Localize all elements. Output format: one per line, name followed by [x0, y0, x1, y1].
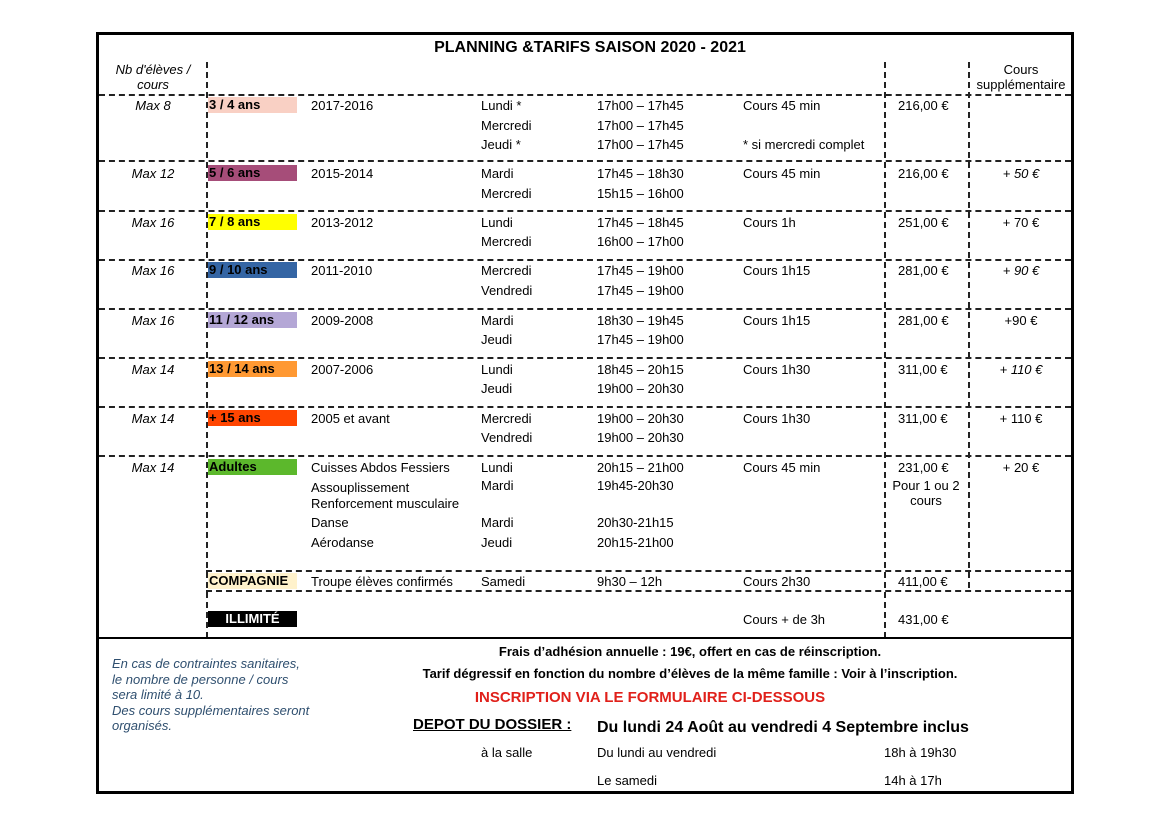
course-day: Lundi * — [481, 98, 522, 113]
max-students: Max 12 — [131, 166, 175, 181]
age-group-label: + 15 ans — [208, 410, 297, 426]
extra-price: + 50 € — [1002, 166, 1040, 181]
course-time: 19h45-20h30 — [597, 478, 674, 493]
course-name: Danse — [311, 515, 349, 530]
course-day: Jeudi — [481, 381, 513, 396]
course-day: Samedi — [481, 574, 526, 589]
compagnie-label: COMPAGNIE — [208, 573, 297, 589]
row-separator — [99, 210, 1071, 212]
course-duration: Cours + de 3h — [743, 612, 826, 627]
row-separator — [99, 160, 1071, 162]
price: 311,00 € — [898, 362, 948, 377]
max-students: Max 16 — [131, 263, 175, 278]
course-day: Vendredi — [481, 430, 533, 445]
depot-dates: Du lundi 24 Août au vendredi 4 Septembre inclus — [597, 719, 969, 736]
extra-price: + 90 € — [1002, 263, 1040, 278]
course-duration: Cours 45 min — [743, 98, 821, 113]
course-day: Mercredi — [481, 263, 532, 278]
col-divider-1 — [206, 62, 208, 638]
price: 281,00 € — [898, 263, 949, 278]
table-bottom-line — [99, 637, 1071, 639]
course-note: * si mercredi complet — [743, 137, 865, 152]
age-group-label: 11 / 12 ans — [208, 312, 297, 328]
course-time: 17h00 – 17h45 — [597, 137, 684, 152]
sanitary-note: organisés. — [112, 718, 172, 733]
course-time: 17h00 – 17h45 — [597, 98, 684, 113]
price: 251,00 € — [898, 215, 949, 230]
course-day: Jeudi * — [481, 137, 521, 152]
course-name: Aérodanse — [311, 535, 374, 550]
birth-years: 2005 et avant — [311, 411, 390, 426]
row-separator — [99, 259, 1071, 261]
course-duration: Cours 1h15 — [743, 313, 811, 328]
birth-years: 2013-2012 — [311, 215, 374, 230]
days-text: Le samedi — [597, 773, 657, 788]
price: 431,00 € — [898, 612, 949, 627]
header-nb-line2: cours — [137, 77, 169, 92]
course-day: Jeudi — [481, 332, 513, 347]
course-time: 17h45 – 18h45 — [597, 215, 684, 230]
illimite-label: ILLIMITÉ — [208, 611, 297, 627]
age-group-label: 5 / 6 ans — [208, 165, 297, 181]
sanitary-note: le nombre de personne / cours — [112, 672, 289, 687]
header-extra-line1: Cours — [1003, 62, 1039, 77]
course-day: Jeudi — [481, 535, 513, 550]
course-name: Troupe élèves confirmés — [311, 574, 453, 589]
course-name: Cuisses Abdos Fessiers — [311, 460, 450, 475]
course-day: Mercredi — [481, 411, 532, 426]
course-time: 19h00 – 20h30 — [597, 381, 684, 396]
course-day: Mercredi — [481, 186, 532, 201]
course-duration: Cours 1h30 — [743, 411, 811, 426]
course-day: Mardi — [481, 166, 514, 181]
course-time: 20h30-21h15 — [597, 515, 674, 530]
course-day: Mercredi — [481, 118, 532, 133]
course-time: 9h30 – 12h — [597, 574, 663, 589]
hours-text: 18h à 19h30 — [884, 745, 957, 760]
birth-years: 2011-2010 — [311, 263, 373, 278]
max-students: Max 16 — [131, 313, 175, 328]
course-duration: Cours 1h — [743, 215, 796, 230]
col-divider-2 — [884, 62, 886, 638]
age-group-label: 3 / 4 ans — [208, 97, 297, 113]
price: 216,00 € — [898, 98, 949, 113]
age-group-label: Adultes — [208, 459, 297, 475]
course-time: 20h15 – 21h00 — [597, 460, 684, 475]
course-duration: Cours 1h15 — [743, 263, 811, 278]
sanitary-note: Des cours supplémentaires seront — [112, 703, 310, 718]
price: 311,00 € — [898, 411, 948, 426]
price: 216,00 € — [898, 166, 949, 181]
course-duration: Cours 45 min — [743, 166, 821, 181]
sanitary-note: sera limité à 10. — [112, 687, 204, 702]
course-time: 16h00 – 17h00 — [597, 234, 684, 249]
birth-years: 2007-2006 — [311, 362, 374, 377]
course-time: 15h15 – 16h00 — [597, 186, 684, 201]
age-group-label: 13 / 14 ans — [208, 361, 297, 377]
course-time: 17h00 – 17h45 — [597, 118, 684, 133]
course-duration: Cours 45 min — [743, 460, 821, 475]
fees-text: Frais d’adhésion annuelle : 19€, offert en cas de réinscription. — [498, 644, 882, 659]
extra-price: + 20 € — [1002, 460, 1040, 475]
birth-years: 2017-2016 — [311, 98, 374, 113]
max-students: Max 14 — [131, 362, 175, 377]
age-group-label: 7 / 8 ans — [208, 214, 297, 230]
max-students: Max 8 — [135, 98, 171, 113]
place-text: à la salle — [481, 745, 533, 760]
max-students: Max 14 — [131, 460, 175, 475]
course-day: Mardi — [481, 478, 514, 493]
extra-price: + 70 € — [1002, 215, 1040, 230]
course-time: 18h30 – 19h45 — [597, 313, 684, 328]
extra-price: +90 € — [1004, 313, 1038, 328]
course-name: Renforcement musculaire — [311, 496, 460, 511]
inscription-text: INSCRIPTION VIA LE FORMULAIRE CI-DESSOUS — [474, 689, 826, 706]
price: 411,00 € — [898, 574, 948, 589]
depot-label: DEPOT DU DOSSIER : — [413, 716, 572, 733]
row-separator — [99, 357, 1071, 359]
row-separator — [99, 94, 1071, 96]
course-day: Vendredi — [481, 283, 533, 298]
page-title: PLANNING &TARIFS SAISON 2020 - 2021 — [434, 39, 746, 56]
max-students: Max 16 — [131, 215, 175, 230]
course-time: 20h15-21h00 — [597, 535, 674, 550]
course-day: Lundi — [481, 460, 513, 475]
price: 231,00 € — [898, 460, 949, 475]
extra-price: + 110 € — [999, 362, 1043, 377]
row-separator — [99, 308, 1071, 310]
course-day: Lundi — [481, 362, 513, 377]
age-group-label: 9 / 10 ans — [208, 262, 297, 278]
course-time: 17h45 – 19h00 — [597, 283, 684, 298]
course-time: 17h45 – 19h00 — [597, 332, 684, 347]
price-note: Pour 1 ou 2 — [892, 478, 960, 493]
course-time: 19h00 – 20h30 — [597, 411, 684, 426]
days-text: Du lundi au vendredi — [597, 745, 717, 760]
course-day: Lundi — [481, 215, 513, 230]
header-extra-line2: supplémentaire — [976, 77, 1066, 92]
course-day: Mardi — [481, 313, 514, 328]
max-students: Max 14 — [131, 411, 175, 426]
course-time: 18h45 – 20h15 — [597, 362, 684, 377]
sanitary-note: En cas de contraintes sanitaires, — [112, 656, 300, 671]
row-separator — [206, 570, 1071, 572]
course-duration: Cours 1h30 — [743, 362, 811, 377]
tarif-text: Tarif dégressif en fonction du nombre d’élèves de la même famille : Voir à l’inscription. — [422, 666, 958, 681]
row-separator — [99, 406, 1071, 408]
row-separator — [206, 590, 1071, 592]
course-name: Assouplissement — [311, 480, 410, 495]
row-separator — [99, 455, 1071, 457]
hours-text: 14h à 17h — [884, 773, 942, 788]
course-time: 17h45 – 19h00 — [597, 263, 684, 278]
course-time: 17h45 – 18h30 — [597, 166, 684, 181]
course-time: 19h00 – 20h30 — [597, 430, 684, 445]
extra-price: + 110 € — [999, 411, 1043, 426]
price: 281,00 € — [898, 313, 949, 328]
course-day: Mercredi — [481, 234, 532, 249]
price-note: cours — [910, 493, 942, 508]
birth-years: 2015-2014 — [311, 166, 374, 181]
course-duration: Cours 2h30 — [743, 574, 811, 589]
course-day: Mardi — [481, 515, 514, 530]
birth-years: 2009-2008 — [311, 313, 374, 328]
header-nb-line1: Nb d'élèves / — [115, 62, 191, 77]
